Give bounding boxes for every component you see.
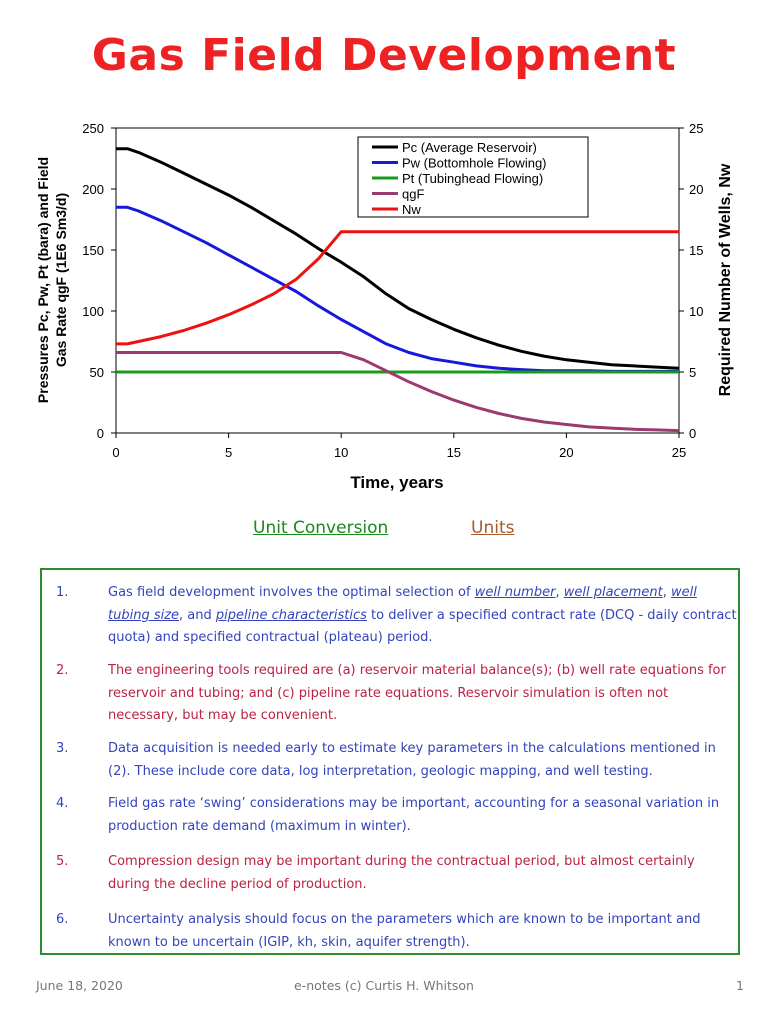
- note-text-segment: Field gas rate ‘swing’ considerations may be important, accounting for a seasonal variation in production rate demand (maximum in winter).: [108, 796, 720, 834]
- note-link[interactable]: pipeline characteristics: [215, 607, 367, 623]
- x-tick-label: 25: [671, 445, 687, 460]
- x-tick-label: 15: [446, 445, 462, 460]
- note-text-segment: to deliver a specified contract rate (DCQ - daily contract quota) and specified contractual (plateau) period.: [108, 607, 737, 645]
- page-number: 1: [736, 978, 744, 993]
- note-text-segment: ,: [555, 585, 564, 600]
- gas-field-chart: [0, 108, 768, 508]
- note-text: [108, 582, 738, 650]
- y-right-tick-label: 10: [689, 304, 704, 319]
- footer-credit: e-notes (c) Curtis H. Whitson: [294, 978, 474, 993]
- note-number: 3.: [56, 741, 69, 756]
- units-link[interactable]: Units: [471, 518, 515, 538]
- note-text-segment: Uncertainty analysis should focus on the parameters which are known to be important and known to be uncertain (IGIP, kh, skin, aquifer strength).: [108, 912, 701, 950]
- y-right-tick-label: 25: [689, 121, 704, 136]
- y-right-tick-label: 5: [689, 365, 697, 380]
- note-number: 5.: [56, 854, 69, 869]
- y-axis-left-label-line1: Pressures Pc, Pw, Pt (bara) and Field: [35, 156, 51, 404]
- footer-date: June 18, 2020: [36, 978, 123, 993]
- y-axis-right-label: Required Number of Wells, Nw: [717, 163, 734, 397]
- note-link[interactable]: well number: [474, 585, 556, 600]
- legend-label: Nw: [402, 202, 421, 217]
- note-text-segment: The engineering tools required are (a) reservoir material balance(s); (b) well rate equations for reservoir and tubing; and (c) pipeline rate equations. Reservoir simulation is often not necessary, but may be convenient.: [108, 663, 726, 723]
- note-number: 2.: [56, 663, 69, 678]
- note-text: [108, 738, 738, 783]
- x-tick-label: 10: [333, 445, 349, 460]
- x-axis-label: Time, years: [350, 473, 444, 492]
- y-left-tick-label: 250: [82, 121, 104, 136]
- note-text: [108, 909, 738, 954]
- note-number: 6.: [56, 912, 69, 927]
- x-tick-label: 5: [224, 445, 233, 460]
- legend-label: qgF: [402, 186, 425, 202]
- note-text-segment: Data acquisition is needed early to estimate key parameters in the calculations mentioned in (2). These include core data, log interpretation, geologic mapping, and well testing.: [108, 741, 716, 779]
- note-text-segment: Gas field development involves the optimal selection of: [108, 585, 475, 600]
- y-left-tick-label: 150: [82, 243, 104, 258]
- note-text: [108, 793, 738, 838]
- notes-box: [40, 568, 740, 955]
- legend-label: Pw (Bottomhole Flowing): [402, 155, 547, 171]
- page-title: Gas Field Development: [91, 30, 677, 81]
- note-text-segment: ,: [662, 585, 671, 600]
- note-text-segment: Compression design may be important during the contractual period, but almost certainly during the decline period of production.: [108, 854, 695, 892]
- y-left-tick-label: 0: [96, 426, 104, 441]
- note-number: 4.: [56, 796, 69, 811]
- note-link[interactable]: well placement: [563, 585, 663, 600]
- y-right-tick-label: 20: [689, 182, 704, 197]
- note-text: [108, 660, 738, 728]
- note-number: 1.: [56, 585, 69, 600]
- y-axis-left-label-line2: Gas Rate qgF (1E6 Sm3/d): [53, 192, 69, 368]
- y-left-tick-label: 100: [82, 304, 104, 319]
- y-right-tick-label: 15: [689, 243, 704, 258]
- unit-conversion-link[interactable]: Unit Conversion: [253, 518, 389, 538]
- note-link[interactable]: well tubing size: [108, 585, 697, 623]
- legend-label: Pt (Tubinghead Flowing): [402, 171, 544, 186]
- y-right-tick-label: 0: [689, 426, 697, 441]
- note-text-segment: , and: [179, 607, 216, 623]
- y-left-tick-label: 50: [89, 365, 104, 380]
- x-tick-label: 0: [112, 445, 120, 460]
- x-tick-label: 20: [559, 445, 574, 460]
- note-text: [108, 851, 738, 896]
- y-left-tick-label: 200: [82, 182, 104, 197]
- legend-label: Pc (Average Reservoir): [402, 140, 537, 155]
